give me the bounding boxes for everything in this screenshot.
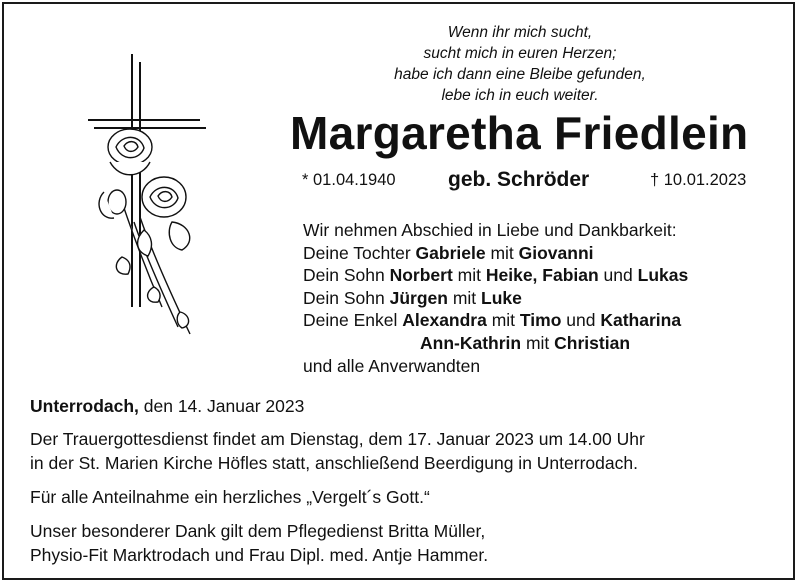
poem-line: lebe ich in euch weiter. — [441, 87, 599, 104]
place-date — [30, 396, 304, 417]
mourner-line — [303, 287, 688, 310]
mourner-name: Lukas — [637, 265, 689, 286]
connector-text: und — [598, 265, 638, 286]
service-line: in der St. Marien Kirche Höfles statt, anschließend Beerdigung in Unterrodach. — [30, 452, 638, 473]
mourner-line — [303, 242, 688, 265]
poem-line: habe ich dann eine Bleibe gefunden, — [394, 66, 646, 83]
service-info — [30, 428, 645, 475]
mourners-block — [303, 219, 688, 377]
mourner-line — [303, 264, 688, 287]
connector-text: mit — [447, 287, 482, 308]
relation-text: Deine Enkel — [303, 310, 403, 331]
special-thanks — [30, 520, 488, 567]
deceased-name: Margaretha Friedlein — [290, 107, 749, 159]
death-date: † 10.01.2023 — [650, 171, 747, 189]
relation-text: Dein Sohn — [303, 265, 390, 286]
notice-date: den 14. Januar 2023 — [138, 396, 305, 416]
mourner-name: Katharina — [600, 310, 682, 331]
mourner-name: Luke — [481, 287, 522, 308]
mourner-name: Norbert — [389, 265, 453, 286]
connector-text: und — [561, 310, 601, 331]
mourner-name: Jürgen — [389, 287, 448, 308]
special-thanks-line: Unser besonderer Dank gilt dem Pflegedienst Britta Müller, — [30, 521, 486, 541]
birth-date: * 01.04.1940 — [302, 171, 396, 189]
maiden-name: geb. Schröder — [448, 168, 590, 191]
mourner-name: Gabriele — [415, 242, 486, 263]
mourner-name: Heike, Fabian — [485, 265, 599, 286]
mourner-name: Timo — [519, 310, 562, 331]
poem — [340, 22, 700, 106]
poem-line: sucht mich in euren Herzen; — [423, 45, 617, 62]
mourner-name: Christian — [554, 332, 631, 353]
cross-with-roses-icon — [82, 52, 212, 352]
thanks-text: Für alle Anteilnahme ein herzliches „Vergelt´s Gott.“ — [30, 487, 430, 507]
special-thanks-line: Physio-Fit Marktrodach und Frau Dipl. med. Antje Hammer. — [30, 544, 489, 565]
poem-line: Wenn ihr mich sucht, — [447, 24, 593, 41]
mourner-name: Giovanni — [518, 242, 594, 263]
service-line: Der Trauergottesdienst findet am Dienstag, dem 17. Januar 2023 um 14.00 Uhr — [30, 429, 645, 449]
place-name: Unterrodach, — [30, 396, 139, 416]
relation-text: Deine Tochter — [303, 242, 416, 263]
mourner-line — [303, 332, 688, 355]
mourner-name: Ann-Kathrin — [420, 332, 522, 353]
mourner-line — [303, 309, 688, 332]
mourner-name: Alexandra — [402, 310, 487, 331]
connector-text: mit — [452, 265, 486, 286]
mourners-outro: und alle Anverwandten — [303, 355, 481, 376]
connector-text: mit — [485, 242, 519, 263]
mourners-intro: Wir nehmen Abschied in Liebe und Dankbarkeit: — [303, 220, 677, 240]
connector-text: mit — [486, 310, 520, 331]
relation-text: Dein Sohn — [303, 287, 390, 308]
connector-text: mit — [521, 332, 555, 353]
